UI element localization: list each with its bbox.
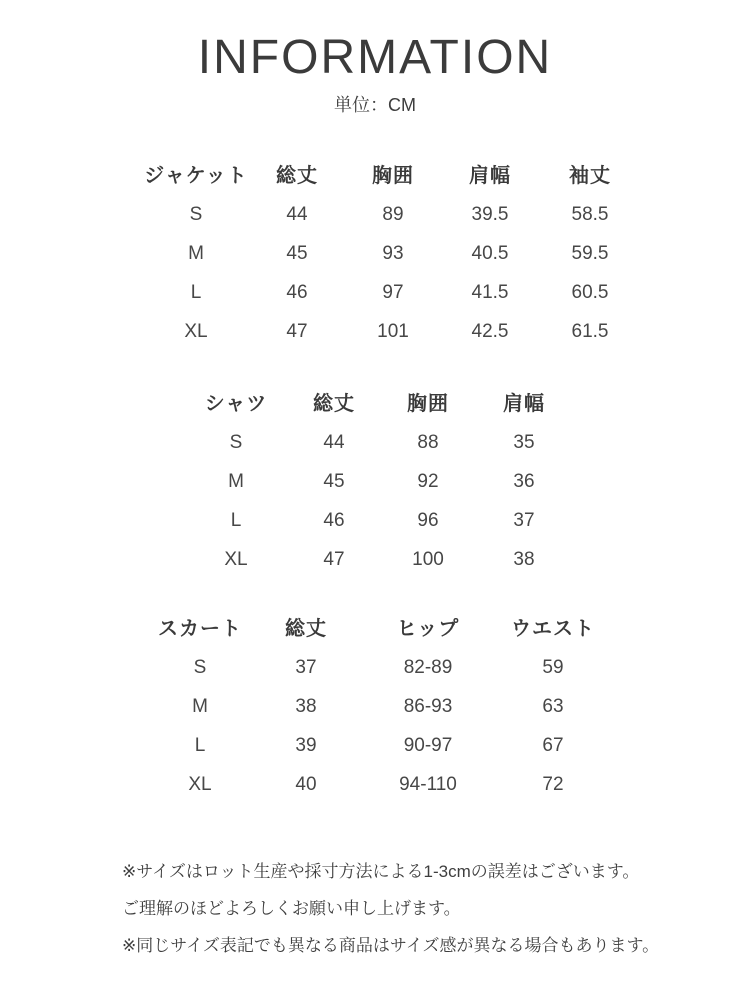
size-label: M [228,470,244,492]
measurement-value: 38 [513,548,535,570]
measurement-value: 44 [286,203,308,225]
measurement-value: 86-93 [403,695,453,717]
measurement-value: 39 [295,734,317,756]
measurement-value: 42.5 [471,320,509,342]
footnotes [0,862,750,956]
size-label: M [192,695,208,717]
column-header: 胸囲 [372,164,414,187]
column-header: 総丈 [276,164,318,187]
measurement-value: 40.5 [471,242,509,264]
size-label: S [189,203,203,225]
size-label: XL [224,548,248,570]
measurement-value: 63 [542,695,564,717]
skirt-size-table [148,604,750,804]
size-label: L [194,734,206,756]
size-label: XL [184,320,208,342]
column-header: 袖丈 [569,164,611,187]
measurement-value: 101 [377,320,409,342]
size-label: S [193,656,207,678]
column-header: ウエスト [511,617,595,640]
measurement-value: 58.5 [571,203,609,225]
size-label: M [188,242,204,264]
unit-label: 単位：CM [334,95,416,115]
size-label: XL [188,773,212,795]
measurement-value: 47 [286,320,308,342]
measurement-value: 89 [382,203,404,225]
footnote-appreciation: ご理解のほどよろしくお願い申し上げます。 [122,899,461,918]
column-header: 総丈 [313,392,355,415]
measurement-value: 46 [286,281,308,303]
column-header: 胸囲 [407,392,449,415]
measurement-value: 100 [412,548,444,570]
measurement-value: 88 [417,431,439,453]
measurement-value: 44 [323,431,345,453]
measurement-value: 39.5 [471,203,509,225]
measurement-value: 92 [417,470,439,492]
measurement-value: 45 [286,242,308,264]
measurement-value: 97 [382,281,404,303]
footnote-tolerance: ※サイズはロット生産や採寸方法による1-3cmの誤差はございます。 [122,862,640,881]
jacket-size-table [142,151,750,351]
measurement-value: 93 [382,242,404,264]
measurement-value: 94-110 [399,773,457,795]
column-header: 肩幅 [469,164,511,187]
measurement-value: 37 [513,509,535,531]
measurement-value: 45 [323,470,345,492]
measurement-value: 67 [542,734,564,756]
measurement-value: 61.5 [571,320,609,342]
measurement-value: 82-89 [403,656,453,678]
measurement-value: 35 [513,431,535,453]
measurement-value: 41.5 [471,281,509,303]
table-title: ジャケット [144,164,248,187]
column-header: 総丈 [285,617,327,640]
measurement-value: 40 [295,773,317,795]
table-title: スカート [158,617,242,640]
page-title: INFORMATION [197,31,553,84]
measurement-value: 37 [295,656,317,678]
footnote-size-feel: ※同じサイズ表記でも異なる商品はサイズ感が異なる場合もあります。 [122,936,660,955]
measurement-value: 90-97 [403,734,453,756]
measurement-value: 96 [417,509,439,531]
measurement-value: 46 [323,509,345,531]
measurement-value: 59 [542,656,564,678]
measurement-value: 60.5 [571,281,609,303]
table-title: シャツ [204,392,268,415]
size-label: L [230,509,242,531]
measurement-value: 72 [542,773,564,795]
size-label: L [190,281,202,303]
measurement-value: 47 [323,548,345,570]
measurement-value: 59.5 [571,242,609,264]
column-header: 肩幅 [503,392,545,415]
measurement-value: 36 [513,470,535,492]
measurement-value: 38 [295,695,317,717]
shirt-size-table [184,379,750,579]
size-label: S [229,431,243,453]
column-header: ヒップ [396,617,460,640]
